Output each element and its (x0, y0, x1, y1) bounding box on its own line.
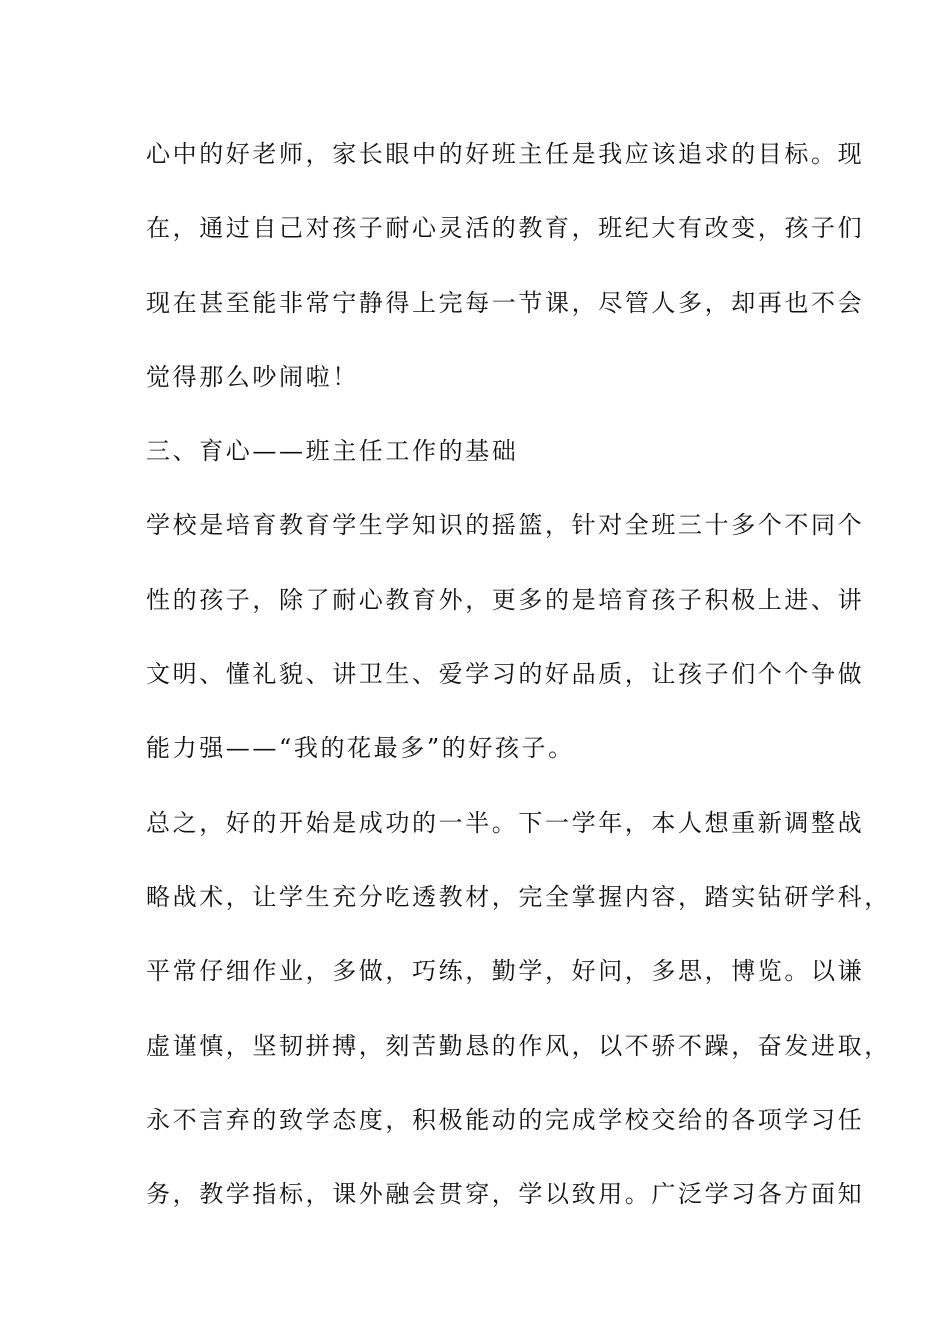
text-line-15: 务，教学指标，课外融会贯穿，学以致用。广泛学习各方面知 (146, 1180, 865, 1209)
text-line-12: 平常仔细作业，多做，巧练，勤学，好问，多思，博览。以谦 (146, 957, 865, 986)
text-line-11: 略战术，让学生充分吃透教材，完全掌握内容，踏实钻研学科， (146, 882, 891, 911)
text-line-9: 能力强——“我的花最多”的好孩子。 (146, 734, 575, 763)
text-line-10: 总之，好的开始是成功的一半。下一学年，本人想重新调整战 (146, 808, 865, 837)
text-line-2: 在，通过自己对孩子耐心灵活的教育，班纪大有改变，孩子们 (146, 214, 865, 243)
section-heading: 三、育心——班主任工作的基础 (146, 437, 519, 466)
text-line-6: 学校是培育教育学生学知识的摇篮，针对全班三十多个不同个 (146, 511, 865, 540)
text-line-13: 虚谨慎，坚韧拼搏，刻苦勤恳的作风，以不骄不躁，奋发进取， (146, 1031, 891, 1060)
text-line-1: 心中的好老师，家长眼中的好班主任是我应该追求的目标。现 (146, 140, 865, 168)
text-line-14: 永不言弃的致学态度，积极能动的完成学校交给的各项学习任 (146, 1105, 865, 1134)
text-line-4: 觉得那么吵闹啦！ (146, 362, 359, 391)
body-text (146, 117, 891, 1231)
text-line-8: 文明、懂礼貌、讲卫生、爱学习的好品质，让孩子们个个争做 (146, 660, 865, 689)
text-line-3: 现在甚至能非常宁静得上完每一节课，尽管人多，却再也不会 (146, 288, 865, 317)
text-line-7: 性的孩子，除了耐心教育外，更多的是培育孩子积极上进、讲 (146, 585, 865, 614)
